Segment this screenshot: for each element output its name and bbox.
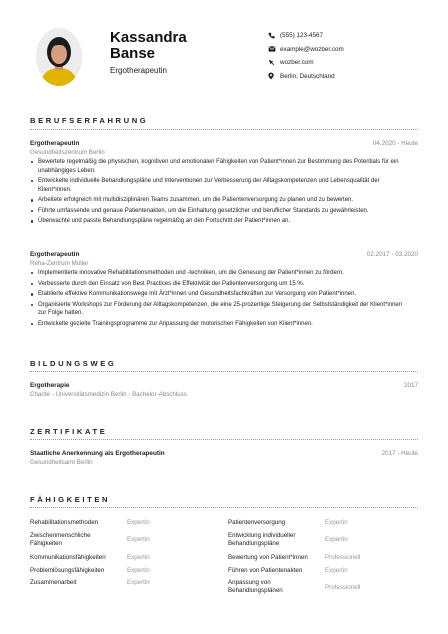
skill-name: Patientenversorgung [228,519,286,526]
education-1-details: Charité - Universitätsmedizin Berlin - Bachelor-Abschluss [30,391,187,398]
list-item: Verbesserte durch den Einsatz von Best Practices die Effektivität der Patientenversorgung um 15 %. [30,280,412,289]
skill-name: Entwicklung individueller Behandlungspläne [228,532,296,547]
skill-name: Führen von Patientenakten [228,567,303,574]
experience-2-employer: Reha-Zentrum Müller [30,260,89,267]
skill-level: Expertin [325,536,348,543]
list-item: Überwachte und passte Behandlungspläne regelmäßig an den Fortschritt der Patient*innen an. [30,217,412,226]
mail-icon [268,45,280,53]
contact-phone [268,29,344,43]
skill-name: Problemlösungsfähigkeiten [30,567,105,574]
certificate-1-dates: 2017 - Heute [381,450,418,457]
skill-name: Rehabilitationsmethoden [30,519,99,526]
divider [30,129,418,130]
list-item: Führte umfassende und genaue Patientenakten, um die Einhaltung gesetzlicher und beruflicher Standards zu gewährleisten. [30,207,412,216]
avatar [36,28,82,86]
section-title-education: BILDUNGSWEG [30,359,117,368]
skill-level: Professionell [325,554,361,561]
divider [30,439,418,440]
divider [30,371,418,372]
skill-name: Zwischenmenschliche Fähigkeiten [30,532,91,547]
email-link[interactable]: example@wozber.com [280,45,344,53]
skill-level: Expertin [127,554,150,561]
list-item: Organisierte Workshops zur Förderung der Alltagskompetenzen, die eine 25-prozentige Steigerung der Selbstständigkeit der Klient*innen zur Folge hatten. [30,301,412,318]
last-name: Banse [110,45,156,62]
skill-level: Expertin [127,567,150,574]
skill-level: Expertin [127,519,150,526]
skill-level: Expertin [127,579,150,586]
divider [30,507,418,508]
certificate-1-title: Staatliche Anerkennung als Ergotherapeutin [30,450,165,457]
location-text: Berlin, Deutschland [280,72,335,80]
candidate-name [110,30,220,62]
education-1-year: 2017 [403,382,418,389]
contact-location [268,70,344,84]
list-item: Implementierte innovative Rehabilitationsmethoden und -techniken, um die Genesung der Patient*innen zu fördern. [30,269,412,278]
contact-email [268,43,344,57]
skill-level: Expertin [325,567,348,574]
section-title-skills: FÄHIGKEITEN [30,495,111,504]
list-item: Entwickelte individuelle Behandlungspläne und Interventionen zur Verbesserung der Alltagskompetenzen und Lebensqualität der Klient*innen. [30,177,412,194]
skill-name: Zusammenarbeit [30,579,77,586]
skill-level: Professionell [325,584,361,591]
list-item: Etablierte effektive Kommunikationswege mit Ärzt*innen und Gesundheitsfachkräften zur Versorgung von Patient*innen. [30,290,412,299]
section-title-certificates: ZERTIFIKATE [30,427,108,436]
experience-2-dates: 02.2017 - 03.2020 [366,251,418,258]
job-title: Ergotherapeutin [110,66,167,75]
location-pin-icon [268,72,280,80]
phone-icon [268,32,280,40]
list-item: Entwickelte gezielte Trainingsprogramme zur Anpassung der motorischen Fähigkeiten von Klient*innen. [30,320,412,329]
list-item: Arbeitete erfolgreich mit multidisziplinären Teams zusammen, um die Patientenversorgung zu planen und zu bewerten. [30,196,412,205]
contact-list [268,29,344,83]
profile-photo [36,28,82,86]
skill-name: Anpassung von Behandlungsplänen [228,579,283,594]
contact-website [268,56,344,70]
section-title-experience: BERUFSERFAHRUNG [30,116,149,125]
certificate-1-issuer: Gesundheitsamt Berlin [30,459,93,466]
phone-number: (555) 123-4567 [280,32,324,40]
link-icon [268,59,280,67]
skill-level: Expertin [127,536,150,543]
skill-name: Kommunikationsfähigkeiten [30,554,106,561]
list-item: Bewertete regelmäßig die physischen, kognitiven und emotionalen Fähigkeiten von Patient*innen zur Bestimmung des Potentials für ein unabhängiges Leben. [30,158,412,175]
resume-header [0,0,448,100]
experience-1-bullets [30,158,412,228]
education-1-title: Ergotherapie [30,382,70,389]
first-name: Kassandra [110,29,187,46]
experience-2-title: Ergotherapeutin [30,251,80,258]
website-link[interactable]: wozber.com [280,59,314,67]
skill-name: Bewertung von Patient*innen [228,554,308,561]
experience-1-title: Ergotherapeutin [30,140,80,147]
experience-1-dates: 04.2020 - Heute [372,140,418,147]
skill-level: Expertin [325,519,348,526]
experience-2-bullets [30,269,412,330]
experience-1-employer: Gesundheitszentrum Berlin [30,149,105,156]
